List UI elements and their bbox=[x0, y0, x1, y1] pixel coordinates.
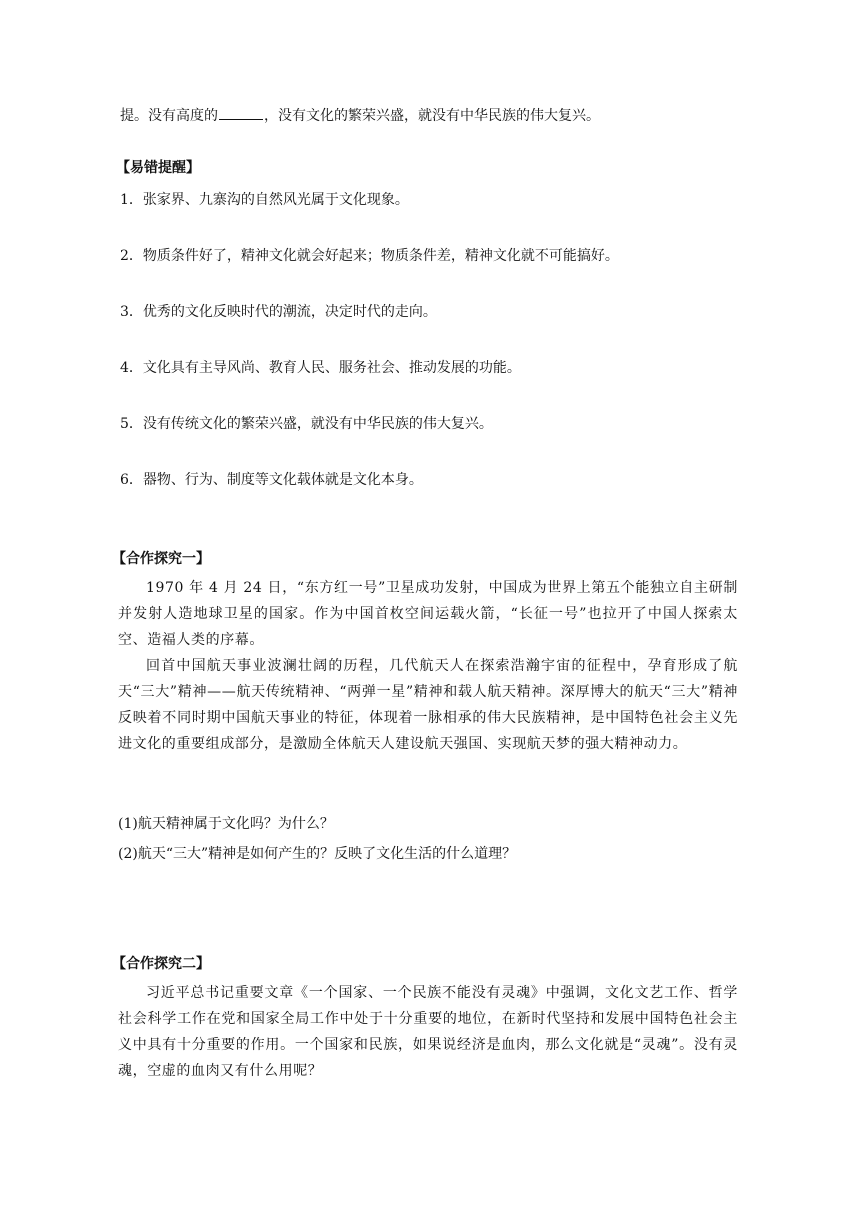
inquiry-one-title: 【合作探究一】 bbox=[112, 551, 210, 567]
mistake-item: 1．张家界、九寨沟的自然风光属于文化现象。 bbox=[120, 192, 409, 208]
top-sentence-before-blank: 提。没有高度的 bbox=[120, 108, 218, 124]
inquiry-one-paragraph: 回首中国航天事业波澜壮阔的历程，几代航天人在探索浩瀚宇宙的征程中，孕育形成了航天“三大”精神——航天传统精神、“两弹一星”精神和载人航天精神。深厚博大的航天“三大”精神反映着不同时期中国航天事业的特征，体现着一脉相承的伟大民族精神，是中国特色社会主义先进文化的重要组成部分，是激励全体航天人建设航天强国、实现航天梦的强大精神动力。 bbox=[118, 658, 738, 752]
top-sentence bbox=[120, 104, 600, 126]
mistake-item: 5．没有传统文化的繁荣兴盛，就没有中华民族的伟大复兴。 bbox=[120, 416, 493, 432]
inquiry-one-question: (2)航天“三大”精神是如何产生的？反映了文化生活的什么道理？ bbox=[118, 846, 517, 862]
inquiry-two-title: 【合作探究二】 bbox=[112, 956, 210, 972]
inquiry-one-question: (1)航天精神属于文化吗？为什么？ bbox=[118, 816, 334, 832]
inquiry-two-paragraph: 习近平总书记重要文章《一个国家、一个民族不能没有灵魂》中强调，文化文艺工作、哲学社会科学工作在党和国家全局工作中处于十分重要的地位，在新时代坚持和发展中国特色社会主义中具有十分重要的作用。一个国家和民族，如果说经济是血肉，那么文化就是“灵魂”。没有灵魂，空虚的血肉又有什么用呢？ bbox=[118, 985, 738, 1079]
top-sentence-after-blank: ，没有文化的繁荣兴盛，就没有中华民族的伟大复兴。 bbox=[264, 108, 600, 124]
mistake-item: 2．物质条件好了，精神文化就会好起来；物质条件差，精神文化就不可能搞好。 bbox=[120, 248, 619, 264]
mistake-item: 6．器物、行为、制度等文化载体就是文化本身。 bbox=[120, 472, 423, 488]
inquiry-one-paragraph: 1970 年 4 月 24 日，“东方红一号”卫星成功发射，中国成为世界上第五个能独立自主研制并发射人造地球卫星的国家。作为中国首枚空间运载火箭，“长征一号”也拉开了中国人探索太空、造福人类的序幕。 bbox=[118, 580, 738, 648]
mistake-item: 4．文化具有主导风尚、教育人民、服务社会、推动发展的功能。 bbox=[120, 360, 521, 376]
mistake-reminder-title: 【易错提醒】 bbox=[116, 160, 200, 176]
mistake-item: 3．优秀的文化反映时代的潮流，决定时代的走向。 bbox=[120, 304, 437, 320]
fill-in-blank bbox=[219, 104, 263, 120]
